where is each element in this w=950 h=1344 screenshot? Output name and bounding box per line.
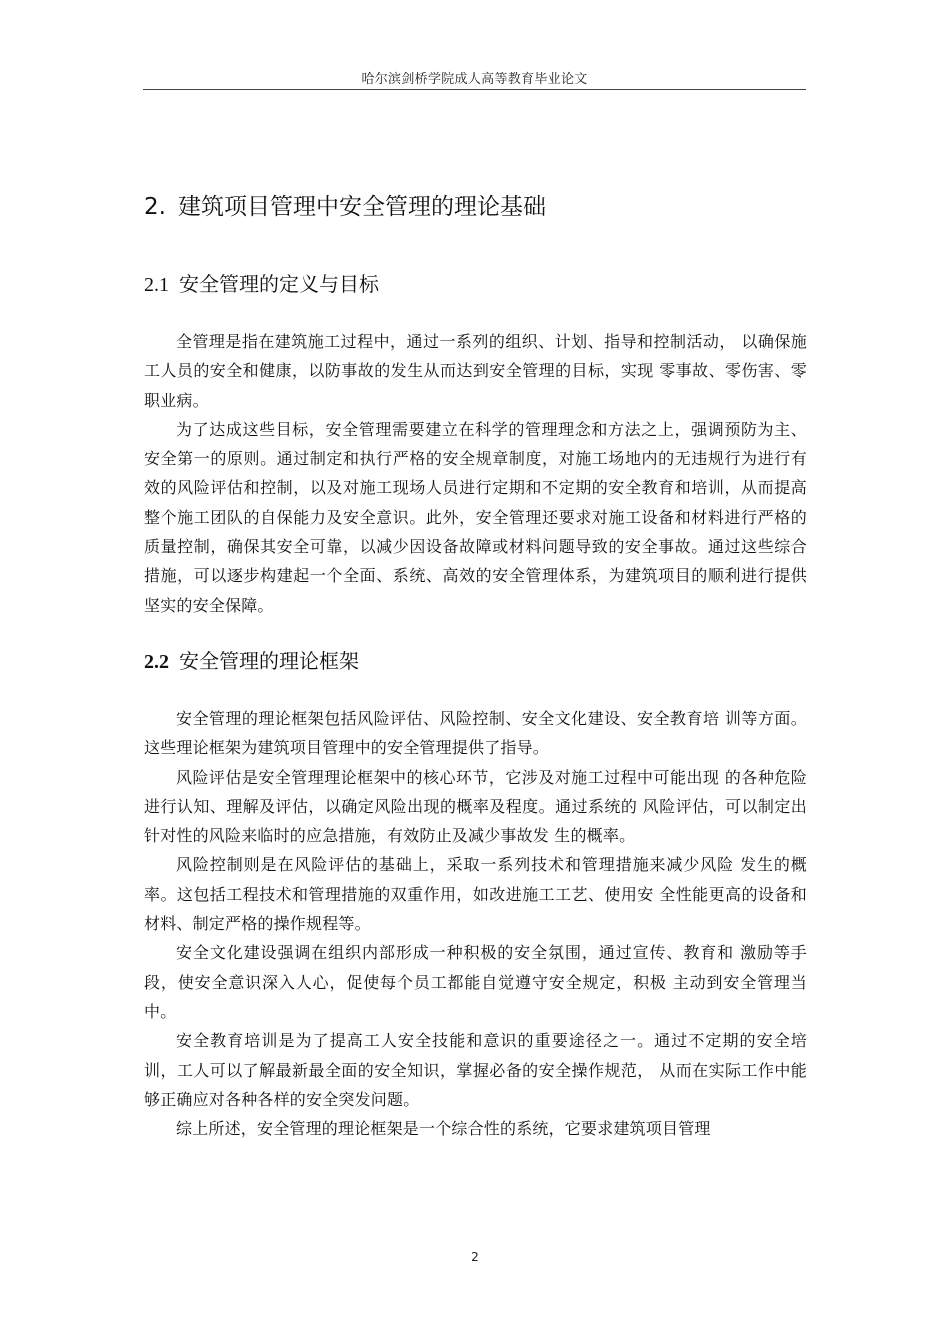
paragraph: 风险控制则是在风险评估的基础上，采取一系列技术和管理措施来减少风险 发生的概率。这包括工程技术和管理措施的双重作用，如改进施工工艺、使用安 全性能更高的设备和材料、制定严格的操作规程等。	[144, 855, 807, 934]
paragraph: 安全管理的理论框架包括风险评估、风险控制、安全文化建设、安全教育培 训等方面。这些理论框架为建筑项目管理中的安全管理提供了指导。	[144, 709, 807, 758]
page-number: 2	[471, 1250, 479, 1264]
section-2-2-body	[144, 704, 807, 1143]
paragraph: 风险评估是安全管理理论框架中的核心环节，它涉及对施工过程中可能出现 的各种危险进行认知、理解及评估，以确定风险出现的概率及程度。通过系统的 风险评估，可以制定出针对性的风险来临时的应急措施，有效防止及减少事故发 生的概率。	[144, 767, 807, 846]
paragraph: 全管理是指在建筑施工过程中，通过一系列的组织、计划、指导和控制活动， 以确保施工人员的安全和健康，以防事故的发生从而达到安全管理的目标，实现 零事故、零伤害、零职业病。	[144, 332, 807, 410]
chapter-number: 2.	[144, 194, 166, 220]
section-title: 安全管理的理论框架	[179, 649, 359, 673]
chapter-heading	[144, 188, 546, 221]
paragraph: 安全教育培训是为了提高工人安全技能和意识的重要途径之一。通过不定期的安全培训，工人可以了解最新最全面的安全知识，掌握必备的安全操作规范， 从而在实际工作中能够正确应对各种各样的安全突发问题。	[144, 1031, 807, 1109]
section-heading-2-2	[144, 645, 359, 674]
section-2-1-body	[144, 327, 807, 620]
header-divider	[143, 89, 806, 90]
chapter-title: 建筑项目管理中安全管理的理论基础	[177, 194, 546, 220]
section-heading-2-1	[144, 268, 379, 297]
paragraph: 综上所述，安全管理的理论框架是一个综合性的系统，它要求建筑项目管理	[176, 1119, 711, 1139]
paragraph: 为了达成这些目标，安全管理需要建立在科学的管理理念和方法之上，强调预防为主、安全第一的原则。通过制定和执行严格的安全规章制度，对施工场地内的无违规行为进行有效的风险评估和控制，以及对施工现场人员进行定期和不定期的安全教育和培训，从而提高整个施工团队的自保能力及安全意识。此外，安全管理还要求对施工设备和材料进行严格的质量控制，确保其安全可靠，以减少因设备故障或材料问题导致的安全事故。通过这些综合措施，可以逐步构建起一个全面、系统、高效的安全管理体系，为建筑项目的顺利进行提供坚实的安全保障。	[144, 419, 807, 615]
section-number: 2.2	[144, 651, 169, 673]
section-title: 安全管理的定义与目标	[179, 272, 379, 296]
paragraph: 安全文化建设强调在组织内部形成一种积极的安全氛围，通过宣传、教育和 激励等手段，使安全意识深入人心，促使每个员工都能自觉遵守安全规定，积极 主动到安全管理当中。	[144, 943, 807, 1021]
page-header-title: 哈尔滨剑桥学院成人高等教育毕业论文	[361, 72, 588, 87]
section-number: 2.1	[144, 274, 169, 296]
